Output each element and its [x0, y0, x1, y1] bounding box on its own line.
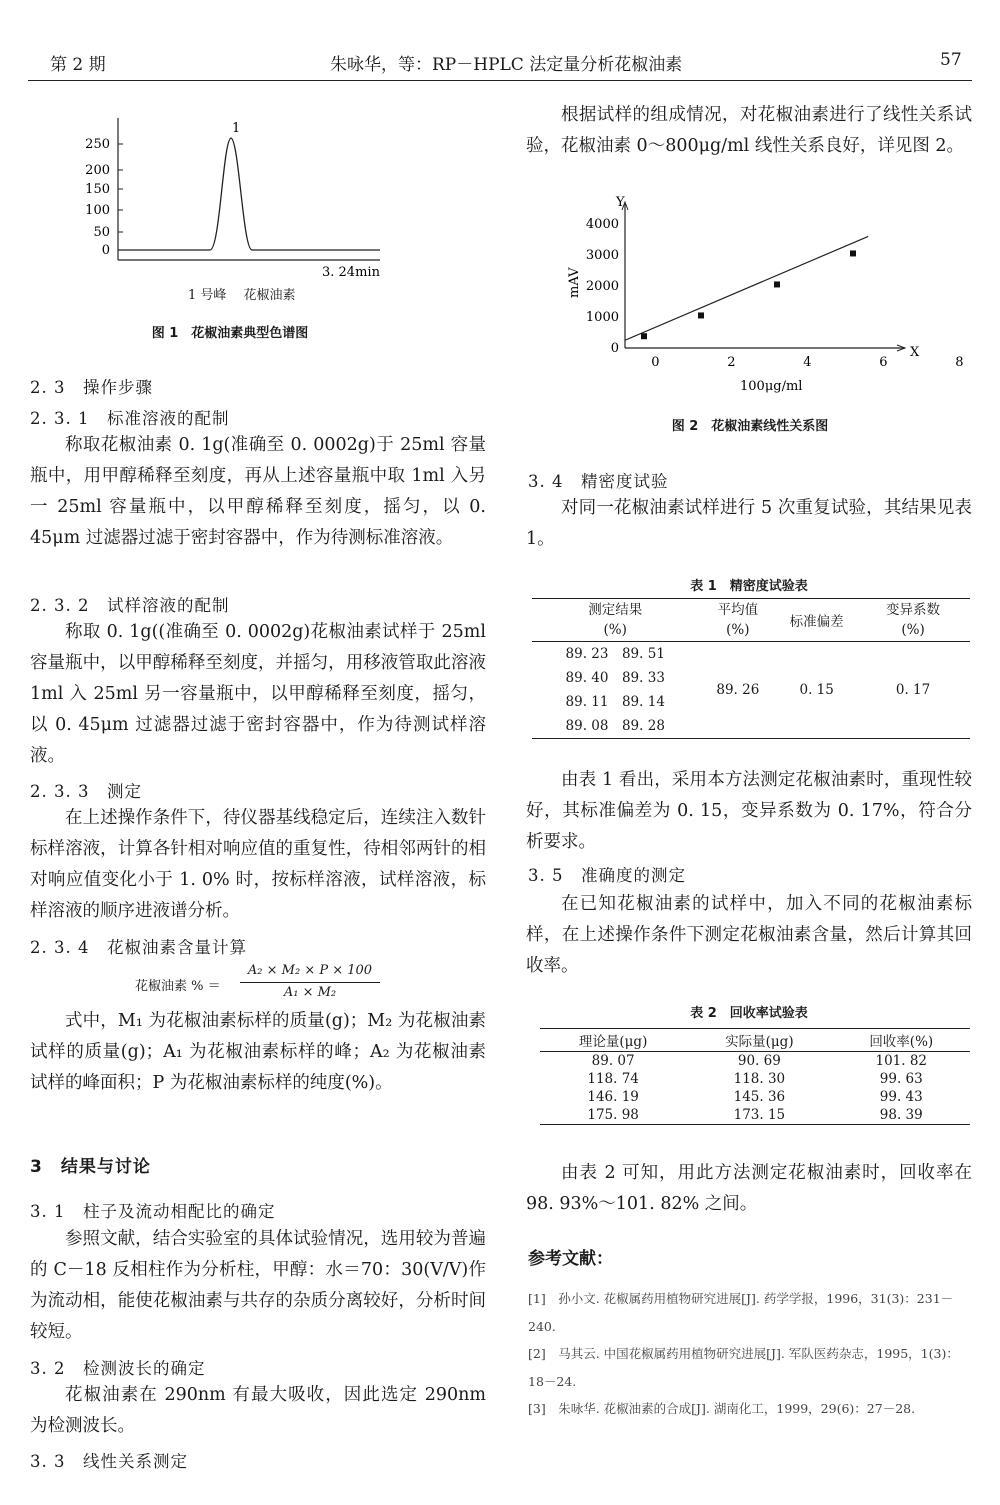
reference-item: [2] 马其云. 中国花椒属药用植物研究进展[J]. 军队医药杂志，1995，1(3)：18－24. — [528, 1346, 959, 1389]
issue-number: 第 2 期 — [50, 55, 106, 75]
data-point — [774, 281, 780, 287]
y-tick-label: 50 — [93, 225, 110, 240]
y-tick-label: 150 — [85, 182, 110, 197]
table-2-title: 表 2 回收率试验表 — [690, 1006, 808, 1021]
peak-label: 1 — [232, 121, 241, 136]
t1-results-row: 89. 11 89. 14 — [565, 694, 665, 710]
data-point — [850, 250, 856, 256]
figure-1-caption: 图 1 花椒油素典型色谱图 — [151, 326, 309, 341]
t2-col-recovery: 回收率(%) — [869, 1034, 934, 1050]
t1-results-row: 89. 08 89. 28 — [565, 718, 665, 734]
reference-item: [1] 孙小文. 花椒属药用植物研究进展[J]. 药学学报，1996，31(3)：231－240. — [528, 1291, 954, 1334]
figure-1-chromatogram — [60, 110, 400, 310]
peak-caption: 1 号峰 花椒油素 — [188, 288, 296, 303]
paragraph-3-4: 对同一花椒油素试样进行 5 次重复试验，其结果见表 1。 — [526, 498, 972, 549]
table-row: 175. 98 173. 15 98. 39 — [587, 1107, 923, 1123]
x-tick-label: 2 — [727, 355, 736, 370]
x-tick-label: 0 — [651, 355, 660, 370]
t1-col-sd: 标准偏差 — [789, 614, 844, 630]
paragraph-3-5-result: 由表 2 可知，用此方法测定花椒油素时，回收率在 98. 93%～101. 82% 之间。 — [526, 1163, 972, 1214]
formula-fraction-bar — [240, 982, 380, 983]
section-3-title: 3 结果与讨论 — [30, 1157, 151, 1177]
x-tick-label: 6 — [879, 355, 888, 370]
x-axis-letter: X — [910, 345, 920, 360]
section-3-heading — [30, 1152, 151, 1177]
table-row: 146. 19 145. 36 99. 43 — [587, 1089, 923, 1105]
section-2-3-3-heading: 2. 3. 3 测定 — [30, 782, 142, 801]
y-axis-letter: Y — [616, 195, 625, 210]
data-point — [641, 333, 647, 339]
x-tick-label: 4 — [803, 355, 812, 370]
paragraph-2-3-2: 称取 0. 1g((准确至 0. 0002g)花椒油素试样于 25ml 容量瓶中，以甲醇稀释至刻度，并摇匀，用移液管取此溶液 1ml 入 25ml 另一容量瓶中，以甲醇稀释至刻度，摇匀，以 0. 45μm 过滤器过滤于密封容器中，作为待测试样溶液。 — [30, 622, 486, 766]
paragraph-2-3-4: 式中，M₁ 为花椒油素标样的质量(g)；M₂ 为花椒油素试样的质量(g)；A₁ 为花椒油素标样的峰；A₂ 为花椒油素试样的峰面积；P 为花椒油素标样的纯度(%)。 — [30, 1011, 486, 1093]
t1-col-cv: 变异系数 (%) — [886, 602, 941, 638]
formula-denominator: A₁ × M₂ — [283, 985, 337, 1000]
formula-lhs: 花椒油素 % ＝ — [135, 979, 221, 994]
y-tick-label: 200 — [85, 163, 110, 178]
table-row: 118. 74 118. 30 99. 63 — [587, 1071, 923, 1087]
section-2-3-2-heading: 2. 3. 2 试样溶液的配制 — [30, 596, 230, 615]
paragraph-3-3: 根据试样的组成情况，对花椒油素进行了线性关系试验，花椒油素 0～800μg/ml 线性关系良好，详见图 2。 — [526, 105, 972, 156]
header-rule — [28, 80, 972, 81]
t2-col-theoretical: 理论量(μg) — [578, 1034, 648, 1050]
t1-mean-value: 89. 26 — [716, 682, 760, 698]
t1-col-mean: 平均值 (%) — [717, 602, 759, 638]
running-title: 朱咏华，等：RP－HPLC 法定量分析花椒油素 — [330, 55, 683, 75]
y-tick-label: 3000 — [585, 248, 619, 263]
t1-results-row: 89. 40 89. 33 — [565, 670, 665, 686]
section-2-3-heading: 2. 3 操作步骤 — [30, 378, 153, 397]
paragraph-3-5: 在已知花椒油素的试样中，加入不同的花椒油素标样，在上述操作条件下测定花椒油素含量，然后计算其回收率。 — [526, 894, 972, 976]
reference-item: [3] 朱咏华. 花椒油素的合成[J]. 湖南化工，1999，29(6)：27－28. — [528, 1401, 916, 1416]
paragraph-2-3-1: 称取花椒油素 0. 1g(准确至 0. 0002g)于 25ml 容量瓶中，用甲醇稀释至刻度，再从上述容量瓶中取 1ml 入另一 25ml 容量瓶中，以甲醇稀释至刻度，摇匀，以 0. 45μm 过滤器过滤于密封容器中，作为待测标准溶液。 — [30, 435, 486, 548]
section-2-3-4-heading: 2. 3. 4 花椒油素含量计算 — [30, 938, 247, 957]
fit-line — [625, 236, 868, 340]
table-1-precision — [532, 598, 970, 739]
formula-numerator: A₂ × M₂ × P × 100 — [247, 963, 373, 978]
time-label: 3. 24min — [322, 265, 380, 280]
data-point — [698, 312, 704, 318]
figure-2-caption: 图 2 花椒油素线性关系图 — [671, 419, 829, 434]
paragraph-3-1: 参照文献，结合实验室的具体试验情况，选用较为普遍的 C－18 反相柱作为分析柱，甲醇：水＝70：30(V/V)作为流动相，能使花椒油素与共存的杂质分离较好，分析时间较短。 — [30, 1229, 486, 1342]
y-tick-label: 0 — [610, 341, 619, 356]
figure-2-linearity — [550, 190, 964, 400]
y-tick-label: 1000 — [585, 310, 619, 325]
paragraph-3-4-result: 由表 1 看出，采用本方法测定花椒油素时，重现性较好，其标准偏差为 0. 15，变异系数为 0. 17%，符合分析要求。 — [526, 770, 972, 852]
references-heading: 参考文献： — [528, 1249, 613, 1269]
t1-cv-value: 0. 17 — [895, 682, 931, 698]
section-2-3-1-heading: 2. 3. 1 标准溶液的配制 — [30, 409, 230, 428]
paragraph-3-2: 花椒油素在 290nm 有最大吸收，因此选定 290nm 为检测波长。 — [30, 1385, 486, 1436]
section-3-4-heading: 3. 4 精密度试验 — [528, 472, 669, 491]
x-tick-label: 8 — [955, 355, 964, 370]
section-3-5-heading: 3. 5 准确度的测定 — [528, 866, 686, 885]
page-number: 57 — [940, 50, 962, 70]
y-tick-label: 4000 — [585, 217, 619, 232]
y-tick-label: 2000 — [585, 279, 619, 294]
y-axis-label: mAV — [567, 267, 582, 298]
section-3-1-heading: 3. 1 柱子及流动相配比的确定 — [30, 1202, 276, 1221]
table-2-recovery — [540, 1028, 970, 1125]
y-tick-label: 100 — [85, 203, 110, 218]
table-row: 89. 07 90. 69 101. 82 — [591, 1053, 928, 1069]
t1-results-row: 89. 23 89. 51 — [565, 646, 665, 662]
section-3-2-heading: 3. 2 检测波长的确定 — [30, 1359, 206, 1378]
paragraph-2-3-3: 在上述操作条件下，待仪器基线稳定后，连续注入数针标样溶液，计算各针相对响应值的重复性，待相邻两针的相对响应值变化小于 1. 0% 时，按标样溶液，试样溶液，标样溶液的顺序进液谱分析。 — [30, 808, 486, 921]
y-tick-label: 250 — [85, 137, 110, 152]
t1-col-results: 测定结果 (%) — [588, 602, 643, 638]
t1-sd-value: 0. 15 — [799, 682, 834, 698]
t2-col-actual: 实际量(μg) — [725, 1034, 794, 1050]
section-3-3-heading: 3. 3 线性关系测定 — [30, 1452, 188, 1471]
table-row — [532, 642, 970, 667]
x-axis-label: 100μg/ml — [740, 379, 803, 394]
table-1-title: 表 1 精密度试验表 — [690, 579, 808, 594]
y-tick-label: 0 — [101, 243, 110, 258]
